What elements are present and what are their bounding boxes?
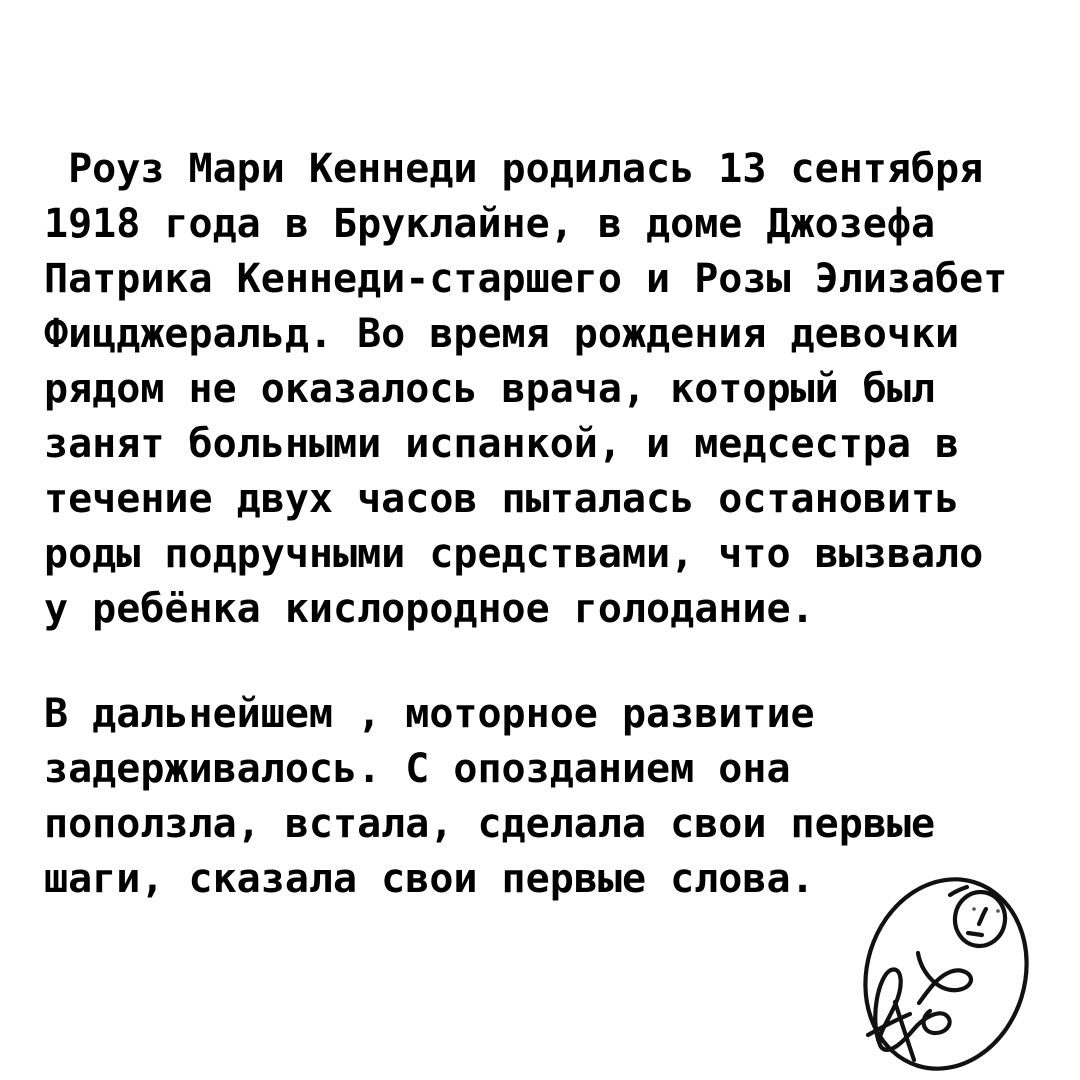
text-line: В дальнейшем , моторное развитие	[44, 691, 815, 737]
article-text	[44, 142, 1036, 907]
text-line: у ребёнка кислородное голодание.	[44, 586, 815, 632]
text-line: задерживалось. С опозданием она	[44, 746, 791, 792]
text-line: поползла, встала, сделала свои первые	[44, 801, 936, 847]
text-line: 1918 года в Бруклайне, в доме Джозефа	[44, 201, 936, 247]
doodle-scribble-hook	[918, 953, 971, 1003]
text-line: роды подручными средствами, что вызвало	[44, 531, 984, 577]
doodle-right-eye	[996, 909, 1000, 913]
text-line: Патрика Кеннеди-старшего и Розы Элизабет	[44, 256, 1008, 302]
text-line: течение двух часов пыталась остановить	[44, 476, 960, 522]
text-line: Фицджеральд. Во время рождения девочки	[44, 311, 960, 357]
doodle-brow-stroke	[950, 887, 967, 895]
text-line: шаги, сказала свои первые слова.	[44, 856, 815, 902]
text-line: занят больными испанкой, и медсестра в	[44, 421, 960, 467]
paragraph-birth-story	[44, 142, 1036, 637]
baby-doodle-icon	[855, 868, 1035, 1076]
text-line: Роуз Мари Кеннеди родилась 13 сентября	[44, 146, 984, 192]
doodle-nose	[979, 909, 986, 924]
baby-doodle-strokes	[855, 868, 1035, 1076]
text-line: рядом не оказалось врача, который был	[44, 366, 936, 412]
doodle-left-eye	[972, 907, 976, 911]
doodle-mouth	[968, 933, 982, 935]
